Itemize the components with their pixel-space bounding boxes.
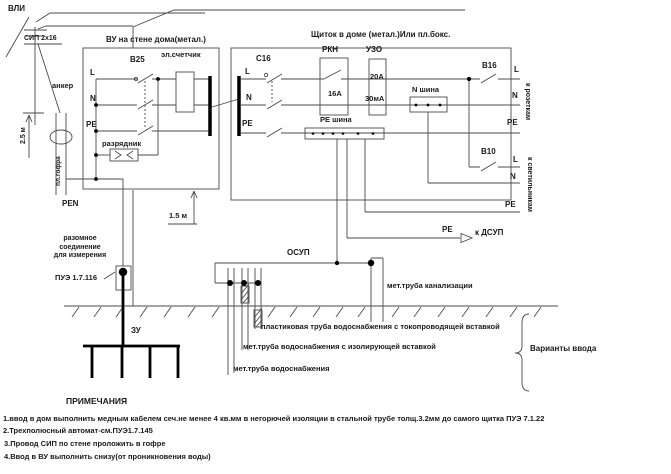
note-3: 3.Провод СИП по стене проложить в гофре <box>4 439 166 448</box>
lights-pe-label: PE <box>505 200 516 209</box>
shield-breaker-c16-label: C16 <box>256 54 271 63</box>
lights-l-label: L <box>513 155 518 164</box>
sewer-pipe-label: мет.труба канализации <box>387 281 473 290</box>
meter-label: эл.счетчик <box>161 50 201 59</box>
rkn-label: РКН <box>322 45 338 54</box>
zu-label: ЗУ <box>131 326 141 335</box>
junction-dots <box>94 77 471 286</box>
height-2-5m-label: 2.5 м <box>20 127 27 144</box>
vu-n-label: N <box>90 94 96 103</box>
entry-variants-label: Варианты ввода <box>530 344 597 353</box>
interpanel-cable <box>212 99 239 107</box>
pue-ref-label: ПУЭ 1.7.116 <box>55 273 97 282</box>
surge-arrester <box>96 79 158 161</box>
lights-breaker-b10-label: B10 <box>481 147 496 156</box>
plastic-water-pipe-label: пластиковая труба водоснабжения с токопроводящей вставкой <box>261 322 500 331</box>
shield-pe-label: PE <box>242 119 253 128</box>
shield-n-label: N <box>246 93 252 102</box>
sockets-l-label: L <box>514 65 519 74</box>
metal-water-pipe-label: мет.труба водоснабжения <box>233 364 330 373</box>
pen-label: PEN <box>62 199 79 208</box>
pe-bus-label: PE шина <box>320 115 352 124</box>
note-2: 2.Трехполюсный автомат-см.ПУЭ1.7.145 <box>3 426 153 435</box>
insulated-water-pipe-label: мет.труба водоснабжения с изолирующей вставкой <box>243 342 436 351</box>
uzo-current-label: 20А <box>370 72 384 81</box>
measurement-disconnect <box>104 266 131 290</box>
arrester-label: разрядник <box>102 139 142 148</box>
variants-brace <box>515 314 529 391</box>
sewer-pipe <box>371 258 383 322</box>
vu-l-label: L <box>90 68 95 77</box>
sockets-n-label: N <box>512 91 518 100</box>
to-sockets-label: к розеткам <box>524 83 531 121</box>
sip-cable-label: СИП 2х16 <box>24 35 57 42</box>
overhead-wires <box>36 13 205 29</box>
n-bus-label: N шина <box>412 85 440 94</box>
clearance-1-5m-label: 1.5 м <box>169 211 188 220</box>
sockets-pe-label: PE <box>507 118 518 127</box>
osup-label: ОСУП <box>287 248 310 257</box>
shield-l-label: L <box>245 67 250 76</box>
to-lights-label: к светильникам <box>526 157 533 212</box>
vu-pe-label: PE <box>86 120 97 129</box>
osup-wiring <box>215 263 371 283</box>
vu-enclosure <box>83 48 219 189</box>
sip-cable <box>24 44 62 113</box>
note-4: 4.Ввод в ВУ выполнить снизу(от проникновения воды) <box>4 452 211 461</box>
sockets-breaker-b16-label: B16 <box>482 61 497 70</box>
vu-breaker-b25-label: B25 <box>130 55 145 64</box>
vli-label: ВЛИ <box>8 4 25 13</box>
utility-pole <box>6 17 47 125</box>
ground-line <box>64 306 558 317</box>
energy-meter-box <box>176 72 194 112</box>
shield-title: Щиток в доме (метал.)Или пл.бокс. <box>311 30 451 39</box>
disconnect-note: разомное соединение для измерения <box>53 235 107 259</box>
shield-enclosure <box>231 45 520 200</box>
uzo-label: УЗО <box>366 45 383 54</box>
dsup-pe-label: PE <box>442 225 453 234</box>
rkn-current-label: 16А <box>328 89 342 98</box>
anchor-label: анкер <box>52 81 74 90</box>
to-dsup-label: к ДСУП <box>475 228 504 237</box>
lights-n-label: N <box>510 172 516 181</box>
note-1: 1.ввод в дом выполнить медным кабелем сеч.не менее 4 кв.мм в негорючей изоляции в стальной трубе толщ.3.2мм до самого щитка ПУЭ 7.1.22 <box>3 414 545 423</box>
conduit-label: пл.гофра <box>55 156 62 186</box>
notes-title: ПРИМЕЧАНИЯ <box>66 396 128 406</box>
uzo-leak-label: 30мА <box>365 94 385 103</box>
vu-title: ВУ на стене дома(метал.) <box>106 35 206 44</box>
